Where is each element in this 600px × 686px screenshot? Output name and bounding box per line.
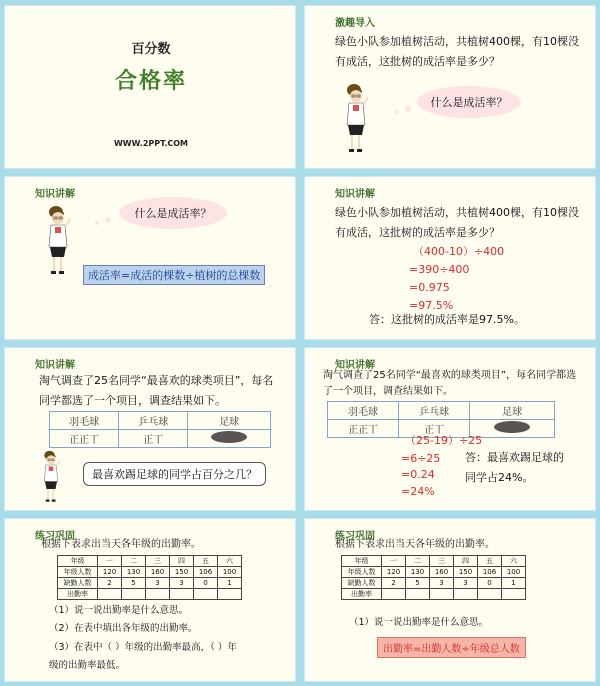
table-header: 五 bbox=[194, 556, 218, 567]
table-header: 四 bbox=[454, 556, 478, 567]
table-cell: 160 bbox=[146, 567, 170, 578]
table-cell bbox=[478, 589, 502, 600]
calc-step-1: （400-10）÷400 bbox=[413, 245, 505, 258]
table-cell bbox=[382, 589, 406, 600]
calc-step-4: =97.5% bbox=[409, 299, 454, 312]
table-cell: 年级人数 bbox=[342, 567, 382, 578]
table-cell: 3 bbox=[146, 578, 170, 589]
question-3-line2: 级的出勤率最低。 bbox=[49, 660, 126, 671]
cover-title: 合格率 bbox=[114, 69, 187, 94]
table-cell: 3 bbox=[454, 578, 478, 589]
slide-practice-2[interactable] bbox=[304, 518, 596, 682]
table-header: 六 bbox=[218, 556, 242, 567]
table-cell: 106 bbox=[194, 567, 218, 578]
table-cell: 150 bbox=[170, 567, 194, 578]
table-cell bbox=[502, 589, 526, 600]
slide-cover[interactable] bbox=[4, 5, 296, 169]
table-cell: 正正丅 bbox=[50, 430, 119, 448]
table-cell: 3 bbox=[170, 578, 194, 589]
table-cell: 缺勤人数 bbox=[58, 578, 98, 589]
table-header: 羽毛球 bbox=[328, 402, 399, 420]
table-cell bbox=[122, 589, 146, 600]
ink-smudge-icon bbox=[211, 431, 247, 443]
attendance-table bbox=[57, 555, 242, 600]
answer-text: 答：这批树的成活率是97.5%。 bbox=[369, 313, 525, 326]
ball-survey-table bbox=[49, 411, 271, 448]
table-cell: 正丅 bbox=[399, 420, 470, 438]
table-header: 年级 bbox=[58, 556, 98, 567]
table-cell: 130 bbox=[122, 567, 146, 578]
table-header: 足球 bbox=[188, 412, 271, 430]
table-cell bbox=[170, 589, 194, 600]
table-header: 三 bbox=[430, 556, 454, 567]
slide-knowledge-1[interactable] bbox=[4, 176, 296, 340]
calc-step-3: =0.975 bbox=[409, 281, 450, 294]
table-header: 一 bbox=[382, 556, 406, 567]
thought-bubble: 什么是成活率？ bbox=[417, 86, 521, 118]
table-cell: 5 bbox=[406, 578, 430, 589]
calc-step-1: （25-19）÷25 bbox=[405, 434, 483, 447]
teacher-girl-icon bbox=[41, 450, 61, 504]
table-cell: 100 bbox=[502, 567, 526, 578]
section-title: 练习巩固 bbox=[335, 531, 375, 542]
table-cell: 2 bbox=[382, 578, 406, 589]
question-1: （1）说一说出勤率是什么意思。 bbox=[49, 605, 189, 616]
question-2: （2）在表中填出各年级的出勤率。 bbox=[49, 623, 198, 634]
table-header: 五 bbox=[478, 556, 502, 567]
table-cell bbox=[430, 589, 454, 600]
formula-box: 成活率=成活的棵数÷植树的总棵数 bbox=[83, 265, 265, 285]
thought-dot-icon bbox=[395, 110, 399, 114]
section-title: 知识讲解 bbox=[35, 189, 75, 200]
thought-dot-icon bbox=[95, 221, 99, 225]
table-cell: 出勤率 bbox=[58, 589, 98, 600]
formula-box: 出勤率=出勤人数÷年级总人数 bbox=[377, 637, 526, 658]
teacher-girl-icon bbox=[343, 83, 369, 155]
attendance-table bbox=[341, 555, 526, 600]
slide-knowledge-2[interactable] bbox=[304, 176, 596, 340]
teacher-girl-icon bbox=[45, 205, 71, 277]
table-cell: 0 bbox=[478, 578, 502, 589]
cover-site: WWW.2PPT.COM bbox=[113, 139, 189, 148]
table-cell: 0 bbox=[194, 578, 218, 589]
section-title: 知识讲解 bbox=[35, 360, 75, 371]
intro-text: 根据下表求出当天各年级的出勤率。 bbox=[335, 539, 495, 550]
table-cell: 1 bbox=[218, 578, 242, 589]
calc-step-4: =24% bbox=[401, 485, 435, 498]
text-line1: 淘气调查了25名同学“最喜欢的球类项目”，每名 bbox=[39, 374, 274, 387]
text-line2: 同学都选了一个项目，调查结果如下。 bbox=[39, 394, 226, 407]
table-cell: 出勤率 bbox=[342, 589, 382, 600]
table-cell: 120 bbox=[98, 567, 122, 578]
table-cell: 正正丅 bbox=[328, 420, 399, 438]
answer-line1: 答：最喜欢踢足球的 bbox=[465, 451, 564, 464]
section-title: 激趣导入 bbox=[335, 18, 375, 29]
table-cell: 160 bbox=[430, 567, 454, 578]
table-cell bbox=[406, 589, 430, 600]
table-header: 二 bbox=[122, 556, 146, 567]
calc-step-2: =390÷400 bbox=[409, 263, 470, 276]
problem-line1: 绿色小队参加植树活动，共植树400棵，有10棵没 bbox=[335, 206, 579, 219]
question-bubble: 最喜欢踢足球的同学占百分之几？ bbox=[83, 462, 266, 486]
table-cell bbox=[454, 589, 478, 600]
table-cell: 120 bbox=[382, 567, 406, 578]
slide-knowledge-3[interactable] bbox=[4, 347, 296, 511]
table-cell: 100 bbox=[218, 567, 242, 578]
ink-smudge-icon bbox=[494, 421, 530, 433]
thought-bubble: 什么是成活率？ bbox=[119, 197, 227, 229]
text-line1: 淘气调查了25名同学“最喜欢的球类项目”，每名同学都选 bbox=[323, 370, 577, 381]
table-cell: 130 bbox=[406, 567, 430, 578]
calc-step-2: =6÷25 bbox=[401, 452, 441, 465]
table-header: 年级 bbox=[342, 556, 382, 567]
section-title: 练习巩固 bbox=[35, 531, 75, 542]
table-cell bbox=[146, 589, 170, 600]
slide-knowledge-4[interactable] bbox=[304, 347, 596, 511]
cover-subject: 百分数 bbox=[131, 42, 171, 57]
table-cell: 2 bbox=[98, 578, 122, 589]
section-title: 知识讲解 bbox=[335, 189, 375, 200]
calc-step-3: =0.24 bbox=[401, 468, 435, 481]
thought-dot-icon bbox=[105, 217, 111, 223]
question-3-line1: （3）在表中（ ）年级的出勤率最高，（ ）年 bbox=[49, 642, 237, 653]
table-cell: 3 bbox=[430, 578, 454, 589]
question-1: （1）说一说出勤率是什么意思。 bbox=[349, 617, 489, 628]
table-header: 一 bbox=[98, 556, 122, 567]
table-header: 乒乓球 bbox=[399, 402, 470, 420]
table-cell: 106 bbox=[478, 567, 502, 578]
problem-line1: 绿色小队参加植树活动，共植树400棵，有10棵没 bbox=[335, 35, 579, 48]
table-cell bbox=[194, 589, 218, 600]
intro-text: 根据下表求出当天各年级的出勤率。 bbox=[41, 539, 201, 550]
table-cell: 正丅 bbox=[119, 430, 188, 448]
table-cell bbox=[98, 589, 122, 600]
table-cell: 年级人数 bbox=[58, 567, 98, 578]
slide-intro[interactable] bbox=[304, 5, 596, 169]
table-cell: 1 bbox=[502, 578, 526, 589]
section-title: 知识讲解 bbox=[335, 360, 375, 371]
table-header: 足球 bbox=[470, 402, 555, 420]
table-cell bbox=[218, 589, 242, 600]
table-cell: 5 bbox=[122, 578, 146, 589]
table-cell-smudge bbox=[470, 420, 555, 438]
table-cell-smudge bbox=[188, 430, 271, 448]
problem-line2: 有成活，这批树的成活率是多少？ bbox=[335, 226, 500, 239]
table-header: 二 bbox=[406, 556, 430, 567]
table-header: 乒乓球 bbox=[119, 412, 188, 430]
problem-line2: 有成活，这批树的成活率是多少？ bbox=[335, 55, 500, 68]
table-header: 三 bbox=[146, 556, 170, 567]
table-header: 六 bbox=[502, 556, 526, 567]
table-header: 四 bbox=[170, 556, 194, 567]
answer-line2: 同学占24%。 bbox=[465, 471, 534, 484]
table-cell: 缺勤人数 bbox=[342, 578, 382, 589]
table-header: 羽毛球 bbox=[50, 412, 119, 430]
text-line2: 了一个项目，调查结果如下。 bbox=[323, 386, 453, 397]
thought-dot-icon bbox=[405, 106, 411, 112]
slide-practice-1[interactable] bbox=[4, 518, 296, 682]
table-cell: 150 bbox=[454, 567, 478, 578]
